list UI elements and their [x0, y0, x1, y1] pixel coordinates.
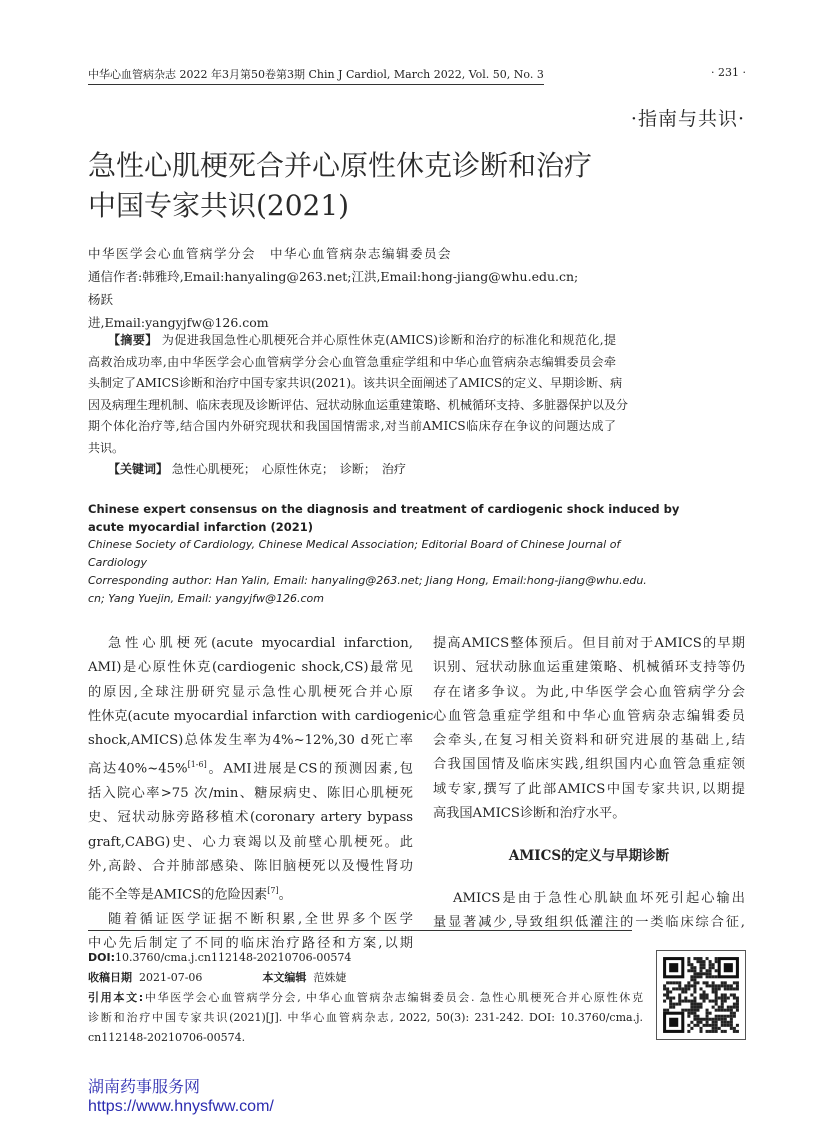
body-line: 中心先后制定了不同的临床治疗路径和方案,以期: [88, 936, 413, 952]
citation-line: 诊断和治疗中国专家共识(2021)[J]. 中华心血管病杂志, 2022, 50(3): 231-242. DOI: 10.3760/cma.j.: [88, 1011, 643, 1024]
body-line: 急性心肌梗死(acute myocardial infarction,: [108, 636, 413, 651]
body-line: 域专家,撰写了此部AMICS中国专家共识,以期提: [433, 781, 745, 797]
watermark-name: 湖南药事服务网: [88, 1079, 201, 1096]
body-line: 史、冠状动脉旁路移植术(coronary artery bypass: [88, 810, 413, 826]
english-title: Chinese expert consensus on the diagnosis and treatment of cardiogenic shock induced by: [88, 502, 680, 516]
page-number: · 231 ·: [711, 66, 746, 79]
body-column-left: [88, 632, 434, 957]
watermark-url[interactable]: https://www.hnysfww.com/: [88, 1098, 274, 1115]
body-line: 高达40%~45%[1-6]。AMI进展是CS的预测因素,包: [88, 760, 413, 777]
english-correspondence: cn; Yang Yuejin, Email: yangyjfw@126.com: [88, 592, 324, 605]
doi: DOI:10.3760/cma.j.cn112148-20210706-00574: [88, 951, 352, 964]
english-authors: Chinese Society of Cardiology, Chinese Medical Association; Editorial Board of Chinese Journal of: [88, 538, 621, 551]
body-line: AMI)是心原性休克(cardiogenic shock,CS)最常见: [88, 660, 413, 676]
correspondence: 进,Email:yangyjfw@126.com: [88, 315, 269, 330]
body-line: 随着循证医学证据不断积累,全世界多个医学: [108, 912, 413, 928]
title-line: 中国专家共识(2021): [88, 189, 350, 222]
abstract-label: 【摘要】: [108, 333, 158, 347]
article-info: [88, 948, 643, 1048]
abstract-line: 头制定了AMICS诊断和治疗中国专家共识(2021)。该共识全面阐述了AMICS的定义、早期诊断、病: [88, 376, 623, 390]
body-line: 性休克(acute myocardial infarction with cardiogenic: [88, 708, 434, 724]
qr-code-graphic: [657, 951, 745, 1039]
abstract-line: 因及病理生理机制、临床表现及诊断评估、冠状动脉血运重建策略、机械循环支持、多脏器保护以及分: [88, 397, 629, 412]
title-line: 急性心肌梗死合并心原性休克诊断和治疗: [88, 149, 593, 182]
body-line: shock,AMICS)总体发生率为4%~12%,30 d死亡率: [88, 733, 413, 749]
body-line: 提高AMICS整体预后。但目前对于AMICS的早期: [433, 636, 745, 651]
doi-link[interactable]: 10.3760/cma.j.cn112148-20210706-00574: [114, 951, 352, 964]
section-label: ·指南与共识·: [630, 108, 745, 130]
english-title: acute myocardial infarction (2021): [88, 520, 314, 534]
article-title: [88, 146, 592, 226]
body-line: 存在诸多争议。为此,中华医学会心血管病学分会: [433, 684, 745, 700]
body-line: 括入院心率>75 次/min、糖尿病史、陈旧心肌梗死: [88, 786, 413, 802]
body-line: 的原因,全球注册研究显示急性心肌梗死合并心原: [88, 684, 413, 700]
abstract-line: 高救治成功率,由中华医学会心血管病学分会心血管急重症学组和中华心血管病杂志编辑委员会牵: [88, 354, 616, 369]
citation-line: cn112148-20210706-00574.: [88, 1031, 246, 1044]
keywords: 【关键词】 急性心肌梗死； 心原性休克； 诊断； 治疗: [108, 462, 406, 476]
citation[interactable]: [1-6]: [187, 760, 207, 770]
body-line: 外,高龄、合并肺部感染、陈旧脑梗死以及慢性肾功: [88, 859, 413, 875]
body-line: 会牵头,在复习相关资料和研究进展的基础上,结: [433, 733, 745, 749]
body-column-right: [433, 632, 745, 935]
body-line: 量显著减少,导致组织低灌注的一类临床综合征,: [433, 914, 745, 930]
running-header: 中华心血管病杂志 2022 年3月第50卷第3期 Chin J Cardiol, March 2022, Vol. 50, No. 3: [88, 66, 544, 85]
abstract-line: 期个体化治疗等,结合国内外研究现状和我国国情需求,对当前AMICS临床存在争议的问题达成了: [88, 419, 616, 433]
watermark: [88, 1078, 274, 1116]
body-line: 心血管急重症学组和中华心血管病杂志编辑委员: [433, 708, 745, 724]
body-line: 合我国国情及临床实践,组织国内心血管急重症领: [433, 757, 745, 773]
english-abstract-header: [88, 500, 680, 608]
citation-line: 引用本文:中华医学会心血管病学分会, 中华心血管病杂志编辑委员会. 急性心肌梗死合并心原性休克: [88, 991, 643, 1004]
abstract-line: 【摘要】 为促进我国急性心肌梗死合并心原性休克(AMICS)诊断和治疗的标准化和规范化,提: [108, 333, 616, 347]
qr-code-icon[interactable]: [656, 950, 746, 1040]
abstract: [88, 330, 629, 481]
body-line: 识别、冠状动脉血运重建策略、机械循环支持等仍: [433, 660, 745, 676]
keywords-label: 【关键词】: [108, 462, 169, 476]
english-correspondence: Corresponding author: Han Yalin, Email: hanyaling@263.net; Jiang Hong, Email:hong-jiang@whu.edu.: [88, 574, 647, 587]
abstract-line: 共识。: [88, 440, 125, 455]
author-block: [88, 242, 588, 334]
body-line: 高我国AMICS诊断和治疗水平。: [433, 806, 626, 822]
dates: 收稿日期 2021-07-06 本文编辑 范姝婕: [88, 971, 347, 984]
author-organizations: 中华医学会心血管病学分会 中华心血管病杂志编辑委员会: [88, 246, 453, 261]
correspondence: 通信作者:韩雅玲,Email:hanyaling@263.net;江洪,Email:hong-jiang@whu.edu.cn;杨跃: [88, 269, 579, 307]
english-authors: Cardiology: [88, 556, 147, 569]
body-line: graft,CABG)史、心力衰竭以及前壁心肌梗死。此: [88, 834, 413, 850]
body-line: 能不全等是AMICS的危险因素[7]。: [88, 886, 292, 903]
citation[interactable]: [7]: [267, 886, 279, 896]
footnote-divider: [88, 930, 632, 931]
body-line: AMICS是由于急性心肌缺血坏死引起心输出: [453, 890, 745, 906]
section-heading: AMICS的定义与早期诊断: [508, 848, 670, 865]
